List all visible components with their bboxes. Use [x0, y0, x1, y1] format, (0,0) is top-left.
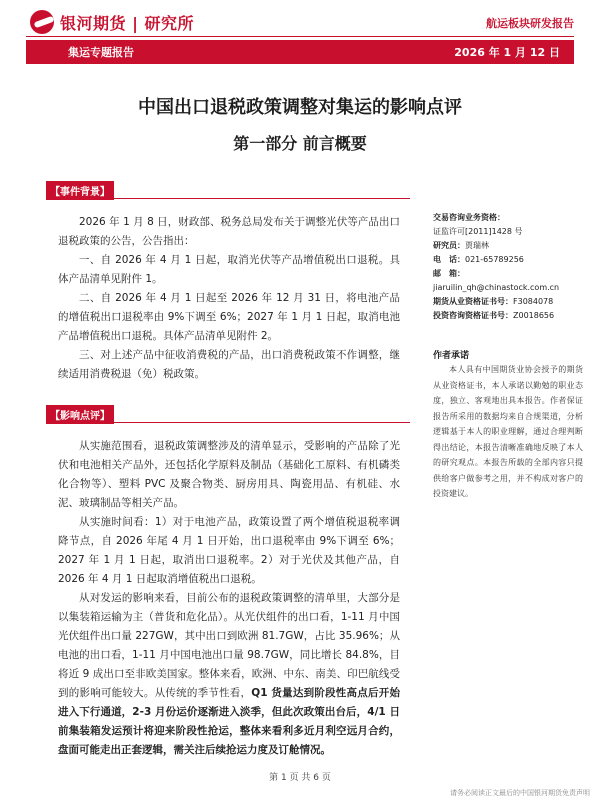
consult-cert-label: 投资咨询资格证书号：: [433, 311, 513, 320]
logo-mark-icon: [30, 10, 54, 34]
paragraph: 一、自 2026 年 4 月 1 日起，取消光伏等产品增值税出口退税。具体产品清单见附件 1。: [58, 254, 400, 285]
researcher-name: 贾瑞林: [465, 241, 489, 250]
report-date: 2026 年 1 月 12 日: [454, 46, 560, 59]
report-type: 集运专题报告: [68, 46, 134, 59]
disclaimer-text: [433, 362, 583, 502]
report-category: 航运板块研发报告: [486, 17, 574, 30]
advisor-label: 交易咨询业务资格：: [433, 213, 505, 222]
paragraph: 从实施时间看：1）对于电池产品，政策设置了两个增值税退税率调降节点，自 2026 年尾 4 月 1 日开始，出口退税率由 9%下调至 6%；2027 年 1 月 1 日起，取消出口退税率。2）对于光伏及其他产品，自 2026 年 4 月 1 日起取消增值税出口退税。: [58, 516, 400, 585]
analyst-info: [433, 211, 583, 323]
futures-cert-label: 期货从业资格证书号：: [433, 297, 513, 306]
header-divider: [26, 36, 574, 37]
section-tag: 【影响点评】: [46, 405, 114, 424]
page-title: 中国出口退税政策调整对集运的影响点评: [138, 97, 462, 118]
page-subtitle: 第一部分 前言概要: [233, 134, 367, 153]
disclaimer-paragraph: 本人具有中国期货业协会授予的期货从业资格证书，本人承诺以勤勉的职业态度，独立、客观地出具本报告。作者保证报告所采用的数据均来自合规渠道，分析逻辑基于本人的职业理解，通过合理判断得出结论，本报告清晰准确地反映了本人的研究观点。本报告所载的全部内容只提供给客户做参考之用，并不构成对客户的投资建议。: [433, 365, 583, 498]
futures-cert-number: F3084078: [513, 297, 554, 306]
section-impact-text: [58, 437, 400, 760]
paragraph: [58, 589, 400, 760]
company-logo: [30, 10, 194, 34]
disclaimer-title: 作者承诺: [433, 351, 470, 361]
section-header-impact: [46, 404, 410, 423]
paragraph: 二、自 2026 年 4 月 1 日起至 2026 年 12 月 31 日，将电池产品的增值税出口退税率由 9%下调至 6%；2027 年 1 月 1 日起，取消电池产品增值税出口退税。具体产品清单见附件 2。: [58, 292, 400, 342]
researcher-label: 研究员：: [433, 241, 465, 250]
paragraph: 从实施范围看，退税政策调整涉及的清单显示，受影响的产品除了光伏和电池相关产品外，还包括化学原料及制品（基础化工原料、有机磷类化合物等）、塑料 PVC 及聚合物类、厨房用具、陶瓷用品、有机硅、水泥、玻璃制品等相关产品。: [58, 440, 400, 509]
paragraph-bold-conclusion: Q1 货量达到阶段性高点后开始进入下行通道，2-3 月份运价逐渐进入淡季，但此次政策出台后，4/1 日前集装箱发运预计将迎来阶段性抢运，整体来看利多近月利空远月合约，盘面可能走出正套逻辑，需关注后续抢运力度及订舱情况。: [58, 687, 400, 756]
paragraph: 三、对上述产品中征收消费税的产品，出口消费税政策不作调整，继续适用消费税退（免）税政策。: [58, 349, 400, 380]
paragraph-normal: 从对发运的影响来看，目前公布的退税政策调整的清单里，大部分是以集装箱运输为主（普货和危化品）。从光伏组件的出口看，1-11 月中国光伏组件出口量 227GW，其中出口到欧洲 81.7GW，占比 35.96%；从电池的出口看，1-11 月中国电池出口量 98.7GW，同比增长 84.8%，目将近 9 成出口至非欧美国家。整体来看，欧洲、中东、南美、印巴航线受到的影响可能较大。从传统的季节性看，: [58, 592, 400, 699]
report-bar: [26, 40, 574, 64]
advisor-license: 证监许可[2011]1428 号: [433, 227, 523, 236]
phone-label: 电 话：: [433, 255, 465, 264]
section-tag: 【事件背景】: [46, 181, 114, 200]
phone-number: 021-65789256: [465, 255, 524, 264]
paragraph: 2026 年 1 月 8 日，财政部、税务总局发布关于调整光伏等产品出口退税政策的公告，公告指出：: [58, 216, 400, 247]
section-header-background: [46, 180, 410, 199]
logo-text: 银河期货 | 研究所: [60, 13, 194, 33]
footer-note: 请务必阅读正文最后的中国银河期货免责声明: [450, 789, 590, 797]
email-address[interactable]: jiaruilin_qh@chinastock.com.cn: [433, 283, 560, 292]
email-label: 邮 箱：: [433, 269, 465, 278]
section-background-text: [58, 213, 400, 384]
page-number: 第 1 页 共 6 页: [269, 773, 331, 783]
consult-cert-number: Z0018656: [513, 311, 555, 320]
